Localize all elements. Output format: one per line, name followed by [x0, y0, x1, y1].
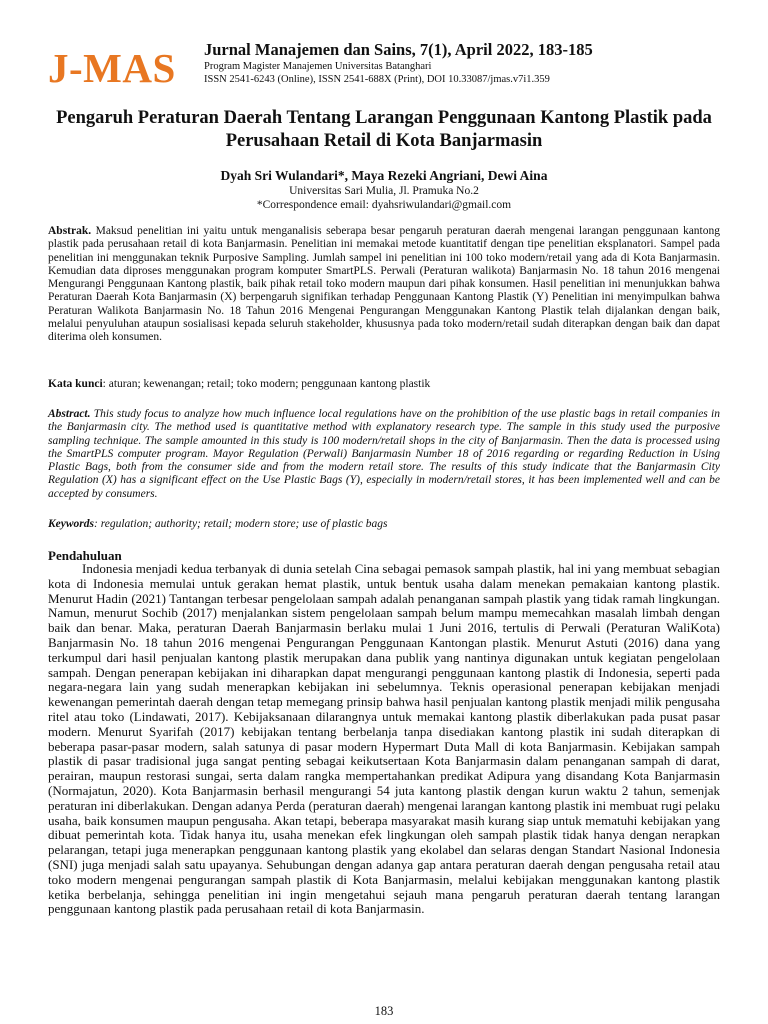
- journal-program: Program Magister Manajemen Universitas Batanghari: [204, 61, 432, 72]
- issn-text: ISSN 2541-6243 (Online), ISSN 2541-688X (Print), DOI: [204, 74, 449, 85]
- kata-kunci-section: [48, 378, 720, 391]
- journal-info: [204, 40, 593, 86]
- journal-logo: J-MAS: [48, 45, 176, 91]
- keywords-section: [48, 518, 720, 531]
- section-body: [48, 562, 720, 917]
- kata-kunci-label: Kata kunci: [48, 378, 103, 390]
- journal-issn: [204, 73, 593, 86]
- keywords-text: : regulation; authority; retail; modern store; use of plastic bags: [94, 518, 388, 530]
- abstract-section: [48, 408, 720, 501]
- journal-title: Jurnal Manajemen dan Sains, 7(1), April 2022, 183-185: [204, 40, 593, 59]
- abstrak-text: Maksud penelitian ini yaitu untuk menganalisis seberapa besar pengaruh peraturan daerah mengenai larangan penggunaan kantong plastik pada perusahaan retail di kota Banjarmasin. Penelitian ini memakai metode kuantitatif dengan tipe penelitian eksplanatori. Sampel pada penelitian ini menggunakan teknik Purposive Sampling. Jumlah sampel ini penelitian ini 100 toko modern/retail yang ada di Kota Banjarmasin. Kemudian data diproses menggunakan program komputer SmartPLS. Perwali (Peraturan walikota) Banjarmasin No. 18 tahun 2016 mengenai Mengurangi Penggunaan Kantong plastik, baik pihak retail toko modern maupun dari pihak konsumen. Hasil penelitian ini menunjukkan bahwa Peraturan Daerah Kota Banjarmasin (X) berpengaruh signifikan terhadap Penggunaan Kantong Plastik (Y) Penelitian ini menyimpulkan bahwa Peraturan Walikota Banjarmasin No. 18 Tahun 2016 Mengenai Pengurangan Menggunakan Kantong Plastik telah dijalankan dengan baik, melalui penyuluhan ataupun sosialisasi kepada seluruh stakeholder, khususnya pada toko modern/retail sudah diterapkan dengan baik dan dapat diterima oleh konsumen.: [48, 225, 720, 344]
- paper-title: Pengaruh Peraturan Daerah Tentang Larangan Penggunaan Kantong Plastik pada Perusahaan Retail di Kota Banjarmasin: [56, 108, 712, 151]
- abstract-label: Abstract.: [48, 408, 91, 420]
- paper-authors: Dyah Sri Wulandari*, Maya Rezeki Angriani, Dewi Aina: [220, 168, 548, 183]
- page-number: 183: [374, 1004, 394, 1018]
- doi-link[interactable]: 10.33087/jmas.v7i1.359: [448, 74, 550, 85]
- abstrak-label: Abstrak.: [48, 225, 92, 237]
- abstract-text: This study focus to analyze how much influence local regulations have on the prohibition of the use plastic bags in retail companies in the Banjarmasin city. The method used is quantitative method with explanatory research type. The sample in this study used the purposive sampling technique. The sample amounted in this study is 100 modern/retail shops in the city of Banjarmasin. Then the data is processed using the SmartPLS computer program. Mayor Regulation (Perwali) Banjarmasin Number 18 of 2016 regarding or regarding Reduction in Using Plastic Bags, both from the consumer side and from the modern retail store. The results of this study indicate that the Banjarmasin City Regulation (X) has a significant effect on the Use Plastic Bags (Y), especially in modern/retail stores, it has been implemented well and can be accepted by consumers.: [48, 408, 720, 500]
- journal-header: [48, 40, 728, 96]
- body-paragraph: Indonesia menjadi kedua terbanyak di dunia setelah Cina sebagai pemasok sampah plastik, hal ini yang membuat sebagian kota di Indonesia memulai untuk gerakan hemat plastik, untuk bentuk usaha dalam menekan pemakaian kantong plastik. Menurut Hadin (2021) Tantangan terbesar pengelolaan sampah adalah penanganan sampah plastik yang tidak ramah lingkungan. Namun, menurut Sochib (2017) menjalankan sistem pengelolaan sampah belum mampu memecahkan masalah limbah dengan baik dan benar. Maka, peraturan Daerah Banjarmasin berlaku mulai 1 Juni 2016, tertulis di Perwali (Peraturan WaliKota) Banjarmasin No. 18 tahun 2016 mengenai Pengurangan Penggunaan Kantongan plastik. Menurut Astuti (2016) dana yang terkumpul dari hasil penjualan kantong plastik merupakan dana publik yang nantinya digunakan untuk kegiatan pengelolaan sampah. Dengan penerapan kebijakan ini diharapkan dapat mengurangi penggunaan kantong plastik di Indonesia, seperti pada negara-negara lain yang sudah menerapkan kebijakan ini sebelumnya. Teknis operasional penerapan kebijakan menjadi kewenangan pemerintah daerah dengan tetap memegang prinsip bahwa hasil penjualan kantong plastik menjadi milik pengusaha ritel atau toko (Lindawati, 2017). Kebijaksanaan dilarangnya untuk memakai kantong plastik diberlakukan pada pusat pasar modern. Menurut Syarifah (2017) kebijakan tentang berbelanja tanpa disediakan kantong plastik ini sudah diterapkan di beberapa pasar-pasar modern, salah satunya di pasar modern Hypermart Duta Mall di kota Banjarmasin. Kebijakan sampah plastik di pasar tradisional juga sangat penting sebagai keikutsertaan Kota Banjarmasin dalam penanganan sampah di darat, perairan, maupun restorasi sungai, serta dalam rangka mempertahankan predikat Adipura yang disandang Kota Banjarmasin (Normajatun, 2020). Kota Banjarmasin berhasil mengurangi 54 juta kantong plastik dengan kurun waktu 2 tahun, semenjak peraturan ini diberlakukan. Dengan adanya Perda (peraturan daerah) mengenai larangan kantong plastik ini membuat rugi pelaku usaha, baik konsumen maupun pengusaha. Akan tetapi, beberapa masyarakat masih kurang siap untuk mematuhi kebijakan yang dibuat pemerintah kota. Tidak hanya itu, usaha menekan efek lingkungan oleh sampah plastik tidak hanya dengan nerapkan pelarangan, tetapi juga menerapkan penggunaan kantong plastik yang ekolabel dan selaras dengan Standart Nasional Indonesia (SNI) juga menjadi salah satu upayanya. Sehubungan dengan adanya gap antara peraturan daerah dengan pengusaha retail atau toko modern mengenai pengurangan sampah plastik di Kota Banjarmasin, melalui kebijakan menggunakan kantong plastik ketika berbelanja, sehingga penelitian ini ingin mengetahui sejauh mana pengaruh peraturan daerah tentang larangan penggunaan kantong plastik pada perusahaan retail di kota Banjarmasin.: [48, 561, 720, 917]
- kata-kunci-text: : aturan; kewenangan; retail; toko modern; penggunaan kantong plastik: [102, 378, 431, 390]
- keywords-label: Keywords: [48, 518, 94, 530]
- correspondence-email: *Correspondence email: dyahsriwulandari@gmail.com: [256, 199, 512, 211]
- section-heading: Pendahuluan: [48, 548, 122, 563]
- author-affiliation: Universitas Sari Mulia, Jl. Pramuka No.2: [289, 185, 479, 197]
- abstrak-section: [48, 225, 720, 345]
